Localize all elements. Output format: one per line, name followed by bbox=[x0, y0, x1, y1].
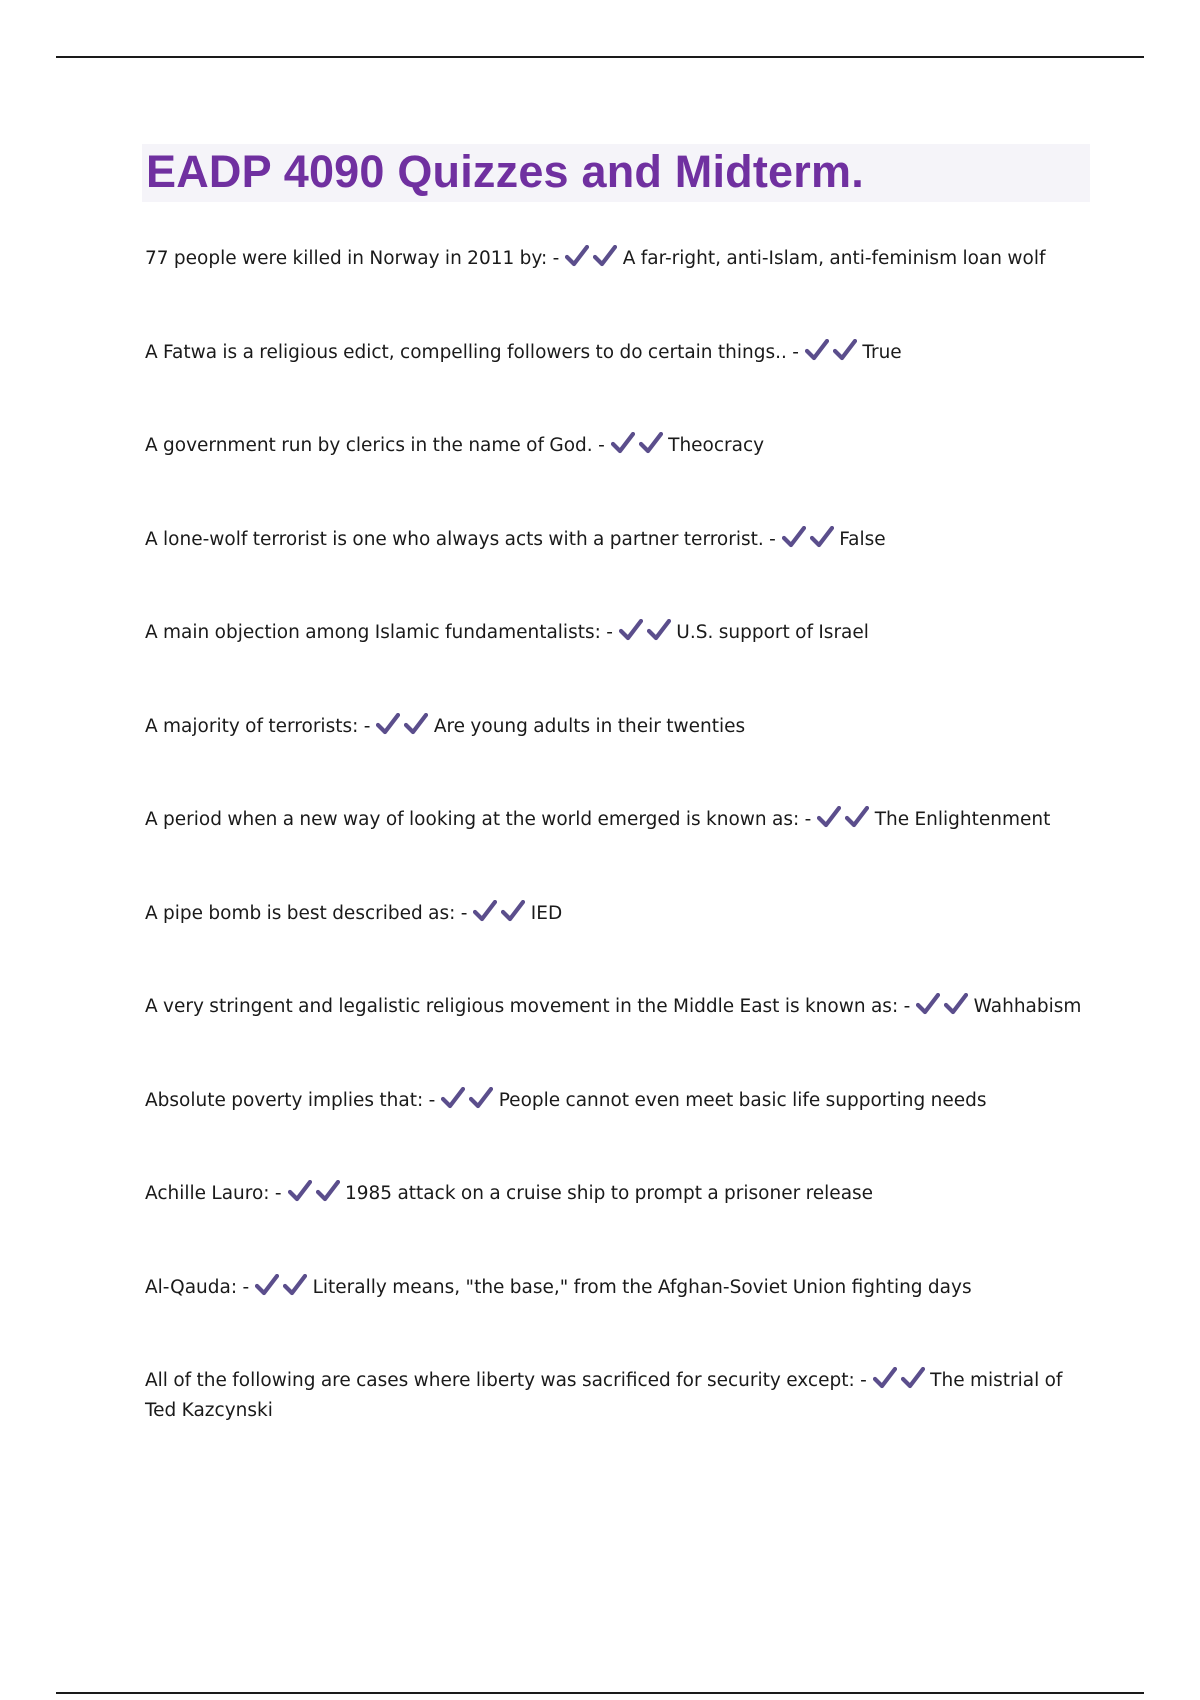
check-mark-icon bbox=[639, 432, 663, 454]
footer-rule bbox=[56, 1692, 1144, 1694]
qa-item bbox=[145, 1179, 1090, 1209]
check-mark-icon bbox=[473, 900, 497, 922]
check-mark-icon bbox=[817, 806, 841, 828]
check-mark-icon bbox=[944, 993, 968, 1015]
separator: - bbox=[598, 435, 605, 456]
question-text: A main objection among Islamic fundamentalists: bbox=[145, 622, 601, 643]
qa-item bbox=[145, 1086, 1090, 1116]
check-mark-icon bbox=[565, 245, 589, 267]
qa-list bbox=[145, 244, 1090, 1490]
qa-item bbox=[145, 618, 1090, 648]
separator: - bbox=[903, 996, 911, 1017]
answer-text: IED bbox=[530, 903, 563, 924]
check-mark-icon bbox=[782, 526, 806, 548]
answer-text: People cannot even meet basic life supporting needs bbox=[498, 1090, 987, 1111]
qa-item bbox=[145, 244, 1090, 274]
question-text: 77 people were killed in Norway in 2011 by: bbox=[145, 248, 548, 269]
check-mark-icon bbox=[619, 619, 643, 641]
qa-item bbox=[145, 431, 1090, 461]
check-mark-icon bbox=[647, 619, 671, 641]
question-text: Absolute poverty implies that: bbox=[145, 1090, 424, 1111]
separator: - bbox=[460, 903, 468, 924]
check-mark-icon bbox=[593, 245, 617, 267]
check-mark-icon bbox=[404, 713, 428, 735]
check-mark-icon bbox=[873, 1367, 897, 1389]
separator: - bbox=[860, 1370, 867, 1391]
question-text: All of the following are cases where liberty was sacrificed for security except: bbox=[145, 1370, 855, 1391]
header-rule bbox=[56, 56, 1144, 58]
qa-item bbox=[145, 805, 1090, 835]
check-mark-icon bbox=[810, 526, 834, 548]
qa-item bbox=[145, 338, 1090, 368]
page-title: EADP 4090 Quizzes and Midterm. bbox=[146, 146, 864, 197]
check-mark-icon bbox=[283, 1274, 307, 1296]
separator: - bbox=[792, 342, 799, 363]
check-mark-icon bbox=[833, 339, 857, 361]
check-mark-icon bbox=[376, 713, 400, 735]
answer-text: Wahhabism bbox=[973, 996, 1082, 1017]
check-mark-icon bbox=[805, 339, 829, 361]
question-text: Al-Qauda: bbox=[145, 1277, 238, 1298]
answer-text: The mistrial of Ted Kazcynski bbox=[145, 1370, 1063, 1421]
check-mark-icon bbox=[845, 806, 869, 828]
question-text: A majority of terrorists: bbox=[145, 716, 359, 737]
question-text: A pipe bomb is best described as: bbox=[145, 903, 456, 924]
question-text: A period when a new way of looking at the world emerged is known as: bbox=[145, 809, 800, 830]
check-mark-icon bbox=[916, 993, 940, 1015]
question-text: A lone-wolf terrorist is one who always acts with a partner terrorist. bbox=[145, 529, 764, 550]
separator: - bbox=[606, 622, 613, 643]
check-mark-icon bbox=[288, 1180, 312, 1202]
question-text: A very stringent and legalistic religious movement in the Middle East is known as: bbox=[145, 996, 899, 1017]
question-text: A Fatwa is a religious edict, compelling followers to do certain things.. bbox=[145, 342, 787, 363]
answer-text: Are young adults in their twenties bbox=[433, 716, 746, 737]
separator: - bbox=[769, 529, 776, 550]
check-mark-icon bbox=[501, 900, 525, 922]
answer-text: Literally means, "the base," from the Afghan-Soviet Union fighting days bbox=[312, 1277, 972, 1298]
answer-text: True bbox=[862, 342, 902, 363]
check-mark-icon bbox=[441, 1087, 465, 1109]
check-mark-icon bbox=[316, 1180, 340, 1202]
question-text: Achille Lauro: bbox=[145, 1183, 270, 1204]
qa-item bbox=[145, 899, 1090, 929]
check-mark-icon bbox=[901, 1367, 925, 1389]
check-mark-icon bbox=[611, 432, 635, 454]
answer-text: False bbox=[839, 529, 886, 550]
answer-text: 1985 attack on a cruise ship to prompt a prisoner release bbox=[345, 1183, 874, 1204]
question-text: A government run by clerics in the name of God. bbox=[145, 435, 593, 456]
answer-text: Theocracy bbox=[668, 435, 765, 456]
qa-item bbox=[145, 1366, 1090, 1426]
separator: - bbox=[552, 248, 560, 269]
separator: - bbox=[804, 809, 812, 830]
qa-item bbox=[145, 712, 1090, 742]
separator: - bbox=[274, 1183, 282, 1204]
answer-text: The Enlightenment bbox=[874, 809, 1051, 830]
answer-text: A far-right, anti-Islam, anti-feminism loan wolf bbox=[622, 248, 1046, 269]
check-mark-icon bbox=[469, 1087, 493, 1109]
separator: - bbox=[428, 1090, 436, 1111]
check-mark-icon bbox=[255, 1274, 279, 1296]
answer-text: U.S. support of Israel bbox=[676, 622, 869, 643]
qa-item bbox=[145, 992, 1090, 1022]
separator: - bbox=[363, 716, 371, 737]
separator: - bbox=[242, 1277, 250, 1298]
qa-item bbox=[145, 525, 1090, 555]
qa-item bbox=[145, 1273, 1090, 1303]
